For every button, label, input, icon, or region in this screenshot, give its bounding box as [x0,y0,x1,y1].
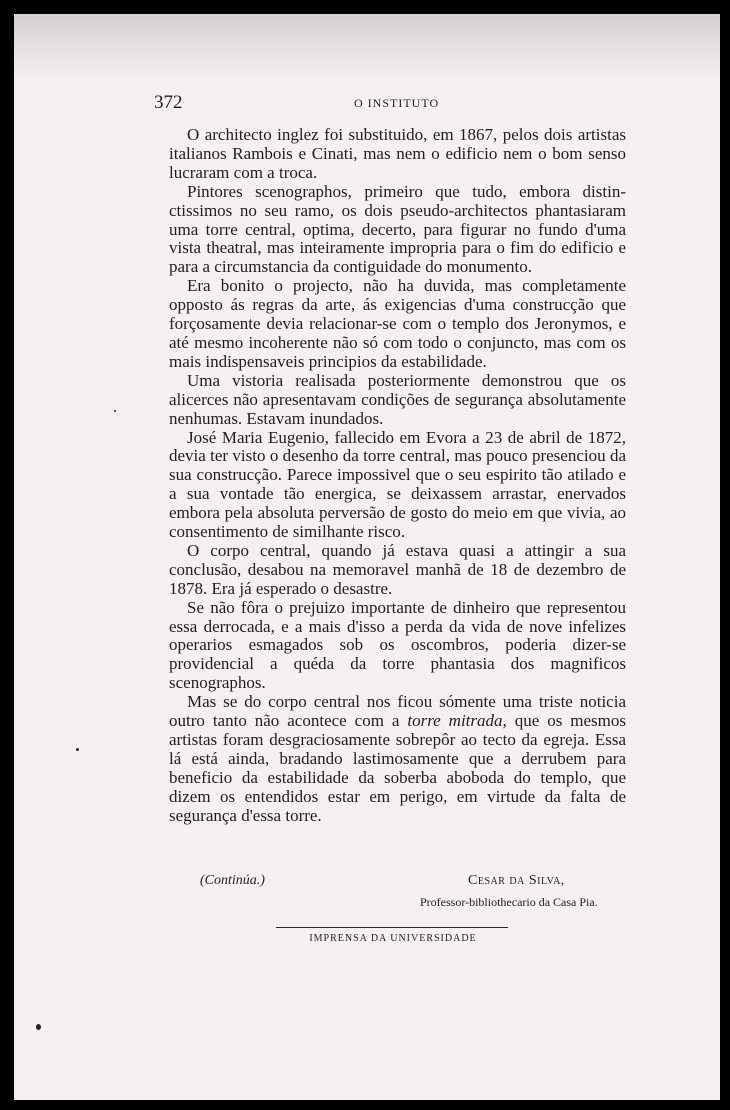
author-title: Professor-bibliothecario da Casa Pia. [420,895,598,909]
paragraph: O corpo central, quando já estava quasi a attingir a sua conclusão, desabou na memoravel manhã de 18 de dezembro de 1878. Era já esperado o desastre. [169,540,626,598]
paragraph: Era bonito o projecto, não ha duvida, mas completamente opposto ás regras da arte, ás exigencias d'uma construcção que forçosamente devia relacionar-se com o templo dos Jeronymos, e até mesmo incoherente não só com todo o conjuncto, mas com os mais indispensaveis principios da estabilidade. [169,276,626,371]
paragraph: Uma vistoria realisada posteriormente demonstrou que os alicerces não apresentavam condições de segurança absolutamente nenhumas. Estavam inundados. [169,370,626,428]
article-body [169,126,626,826]
document-page [14,14,720,1100]
paper-speck [36,1024,41,1030]
signature-block [186,873,626,913]
paragraph: Se não fôra o prejuizo importante de dinheiro que representou essa derrocada, e a mais d'isso a perda da vida de nove infelizes operarios esmagados sob os oscombros, poderia dizer-se providencial a quéda da torre phantasia dos magnificos scenographos. [169,597,626,693]
paragraph: Mas se do corpo central nos ficou sómente uma triste noticia outro tanto não acontece com a torre mitrada, que os mesmos artistas foram desgraciosamente sobrepôr ao tecto da egreja. Essa lá está ainda, bradando lastimosamente que a derrubem para beneficio da estabilidade da soberba aboboda do templo, que dizem os entendidos estar em perigo, em virtude da falta de segurança d'essa torre. [169,692,626,825]
continued-note: (Continúa.) [200,873,265,888]
printer-imprint: IMPRENSA DA UNIVERSIDADE [309,933,477,944]
page-header [154,92,608,114]
paper-speck [114,410,116,412]
paragraph: O architecto inglez foi substituido, em 1867, pelos dois artistas italianos Rambois e Cinati, mas nem o edificio nem o bom senso lucraram com a troca. [169,125,626,182]
italic-phrase: torre mitrada, [407,711,507,731]
paper-speck [76,748,79,751]
paragraph: José Maria Eugenio, fallecido em Evora a 23 de abril de 1872, devia ter visto o desenho da torre central, mas pouco presenciou da sua construcção. Parece impossivel que o seu espirito tão atilado e a sua vontade tão energica, se deixassem arrastar, enervados embora pela absoluta perversão de gosto do meio em que vivia, ao consentimento de similhante risco. [169,427,626,542]
author-name: Cesar da Silva, [468,873,565,888]
footer-rule [276,927,508,928]
running-title: O INSTITUTO [354,96,440,110]
paragraph: Pintores scenographos, primeiro que tudo, embora distinctissimos no seu ramo, os dois pseudo-architectos phantasiaram uma torre central, optima, decerto, para figurar no fundo d'uma vista theatral, mas inteiramente impropria para o fim do edificio e para a circumstancia da contiguidade do monumento. [169,181,626,277]
page-number: 372 [154,92,183,113]
